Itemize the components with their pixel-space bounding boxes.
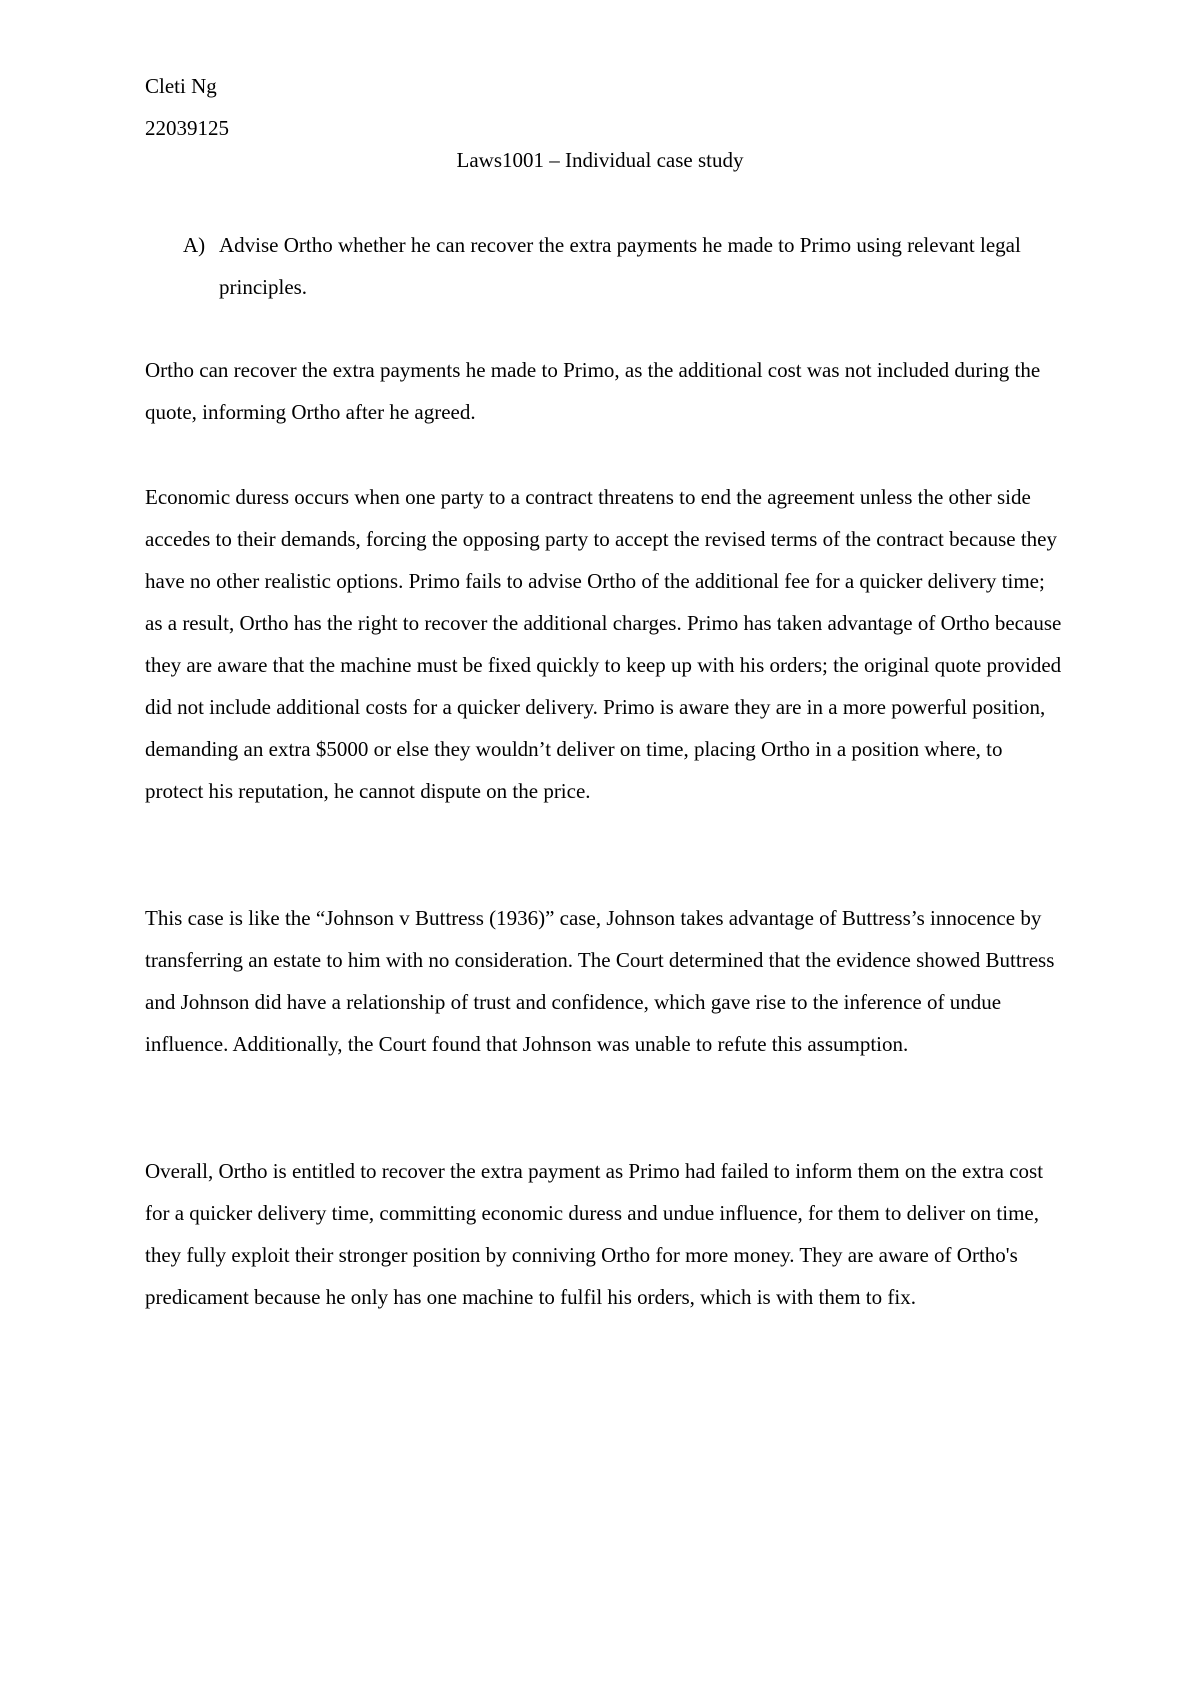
question-marker: A): [183, 233, 206, 257]
question-text: Advise Ortho whether he can recover the extra payments he made to Primo using relevant legal principles.: [219, 233, 1021, 299]
paragraph-economic-duress: Economic duress occurs when one party to a contract threatens to end the agreement unless the other side accedes to their demands, forcing the opposing party to accept the revised terms of the contract because they have no other realistic options. Primo fails to advise Ortho of the additional fee for a quicker delivery time; as a result, Ortho has the right to recover the additional charges. Primo has taken advantage of Ortho because they are aware that the machine must be fixed quickly to keep up with his orders; the original quote provided did not include additional costs for a quicker delivery. Primo is aware they are in a more powerful position, demanding an extra $5000 or else they wouldn’t deliver on time, placing Ortho in a position where, to protect his reputation, he cannot dispute on the price.: [145, 485, 1062, 803]
paragraph-case-comparison: This case is like the “Johnson v Buttress (1936)” case, Johnson takes advantage of Buttress’s innocence by transferring an estate to him with no consideration. The Court determined that the evidence showed Buttress and Johnson did have a relationship of trust and confidence, which gave rise to the inference of undue influence. Additionally, the Court found that Johnson was unable to refute this assumption.: [145, 906, 1055, 1056]
paragraph-intro: Ortho can recover the extra payments he made to Primo, as the additional cost was not included during the quote, informing Ortho after he agreed.: [145, 358, 1041, 424]
paragraph-conclusion: Overall, Ortho is entitled to recover the extra payment as Primo had failed to inform them on the extra cost for a quicker delivery time, committing economic duress and undue influence, for them to deliver on time, they fully exploit their stronger position by conniving Ortho for more money. They are aware of Ortho's predicament because he only has one machine to fulfil his orders, which is with them to fix.: [145, 1159, 1044, 1309]
student-id: 22039125: [145, 116, 229, 140]
author-name: Cleti Ng: [145, 74, 217, 98]
question-item: [183, 224, 1079, 308]
document-title: Laws1001 – Individual case study: [456, 148, 744, 172]
